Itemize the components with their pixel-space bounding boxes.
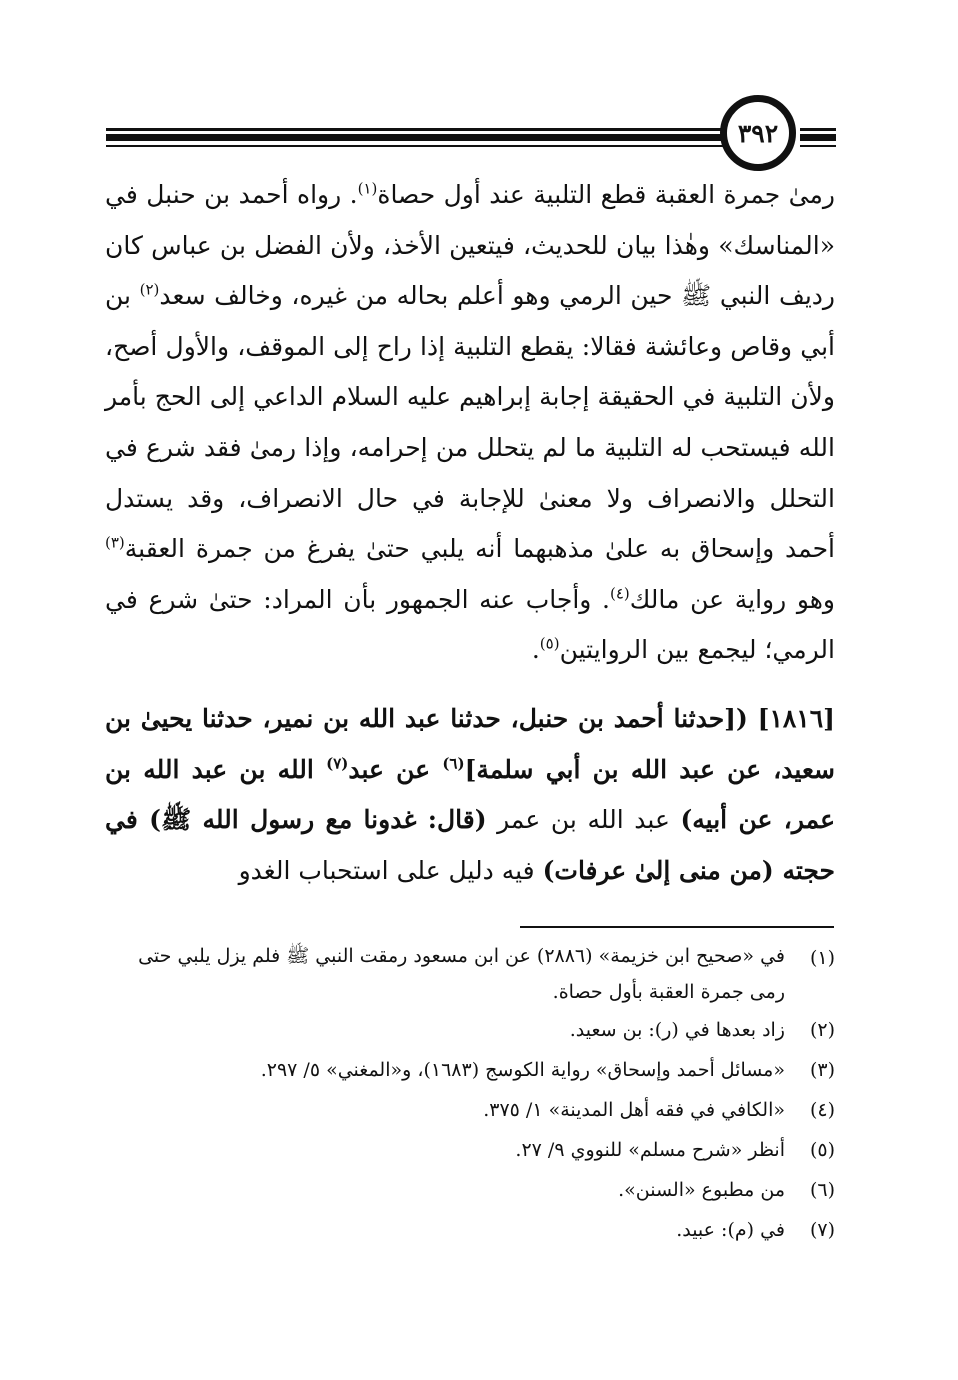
footnote-text: زاد بعدها في (ر): بن سعيد.: [569, 1019, 785, 1041]
footnote-number: (٥): [809, 1139, 835, 1161]
commentary-paragraph: [105, 170, 835, 676]
footnote-text: في (م): عبيد.: [676, 1219, 785, 1241]
hadith-chain: عن عبد: [348, 754, 443, 784]
footnote-text: أنظر «شرح مسلم» للنووي ٩/ ٢٧.: [515, 1139, 785, 1161]
text-run: رمىٰ جمرة العقبة قطع التلبية عند أول حصاة: [377, 180, 835, 209]
header-rule: [106, 134, 724, 141]
page-number: ٣٩٢: [720, 95, 796, 171]
footnote-number: (٣): [809, 1059, 835, 1081]
footnote-item: [105, 1210, 835, 1250]
footnote-number: (٢): [809, 1019, 835, 1041]
footnote-item: [105, 1170, 835, 1210]
footnote-item: [105, 1090, 835, 1130]
header-rule: [106, 145, 724, 147]
footnote-ref[interactable]: (٧): [326, 754, 349, 773]
footnote-text: من مطبوع «السنن».: [618, 1179, 785, 1201]
footnote-number: (١): [809, 947, 835, 969]
footnote-ref[interactable]: (٥): [539, 635, 560, 654]
header-rule: [800, 134, 836, 141]
hadith-chain: [١٨١٦] ([حدثنا أحمد بن حنبل، حدثنا عبد الله بن نمير، حدثنا يحيىٰ بن سعيد، عن عبد الله بن أبي سلمة]: [105, 703, 835, 784]
text-run: بن أبي وقاص وعائشة فقالا: يقطع التلبية إذا راح إلى الموقف، والأول أصح، ولأن التلبية في الحقيقة إجابة إبراهيم عليه السلام الداعي إلى الحج بأمر الله فيستحب له التلبية ما لم يتحلل من إحرامه، وإذا رمىٰ فقد شرع في التحلل والانصراف ولا معنىٰ للإجابة في حال الانصراف، وقد يستدل أحمد وإسحاق به علىٰ مذهبهما أنه يلبي حتىٰ يفرغ من جمرة العقبة: [105, 281, 835, 564]
text-run: . وأجاب عنه الجمهور بأن المراد: حتىٰ شرع في الرمي؛ ليجمع بين الروايتين: [105, 584, 835, 665]
footnote-ref[interactable]: (٢): [139, 280, 160, 299]
footnote-item: [105, 1130, 835, 1170]
footnote-ref[interactable]: (١): [357, 179, 378, 198]
hadith-paragraph: [105, 694, 835, 896]
main-text: [105, 170, 835, 896]
footnote-text: «الكافي في فقه أهل المدينة» ١/ ٣٧٥.: [483, 1099, 785, 1121]
text-run: . رواه أحمد بن حنبل في «المناسك» وهٰذا بيان للحديث، فيتعين الأخذ، ولأن الفضل بن عباس كان رديف النبي ﷺ حين الرمي وهو أعلم بحاله من غيره، وخالف سعد: [105, 180, 835, 311]
text-run: فيه دليل على استحباب الغدو: [238, 855, 543, 885]
header-rule: [106, 128, 724, 131]
footnote-ref[interactable]: (٦): [442, 754, 465, 773]
page-header: [0, 0, 958, 170]
footnote-separator: [520, 926, 834, 928]
header-rule: [800, 128, 836, 131]
footnote-text: «مسائل أحمد وإسحاق» رواية الكوسج (١٦٨٣)، و«المغني» ٥/ ٢٩٧.: [260, 1059, 785, 1081]
hadith-text: (قال: غدونا مع رسول الله ﷺ) في حجته (من منى إلىٰ عرفات): [105, 805, 835, 885]
footnote-item: [105, 1010, 835, 1050]
footnotes-list: [105, 938, 835, 1250]
footnote-item: [105, 938, 835, 1010]
text-run: عبد الله بن عمر: [486, 805, 681, 835]
footnote-item: [105, 1050, 835, 1090]
footnote-ref[interactable]: (٤): [609, 584, 630, 603]
hadith-chain: الله بن عبد الله بن عمر، عن أبيه): [105, 754, 835, 835]
text-run: .: [531, 635, 540, 665]
footnote-ref[interactable]: (٣): [105, 533, 125, 552]
footnote-number: (٦): [809, 1179, 835, 1201]
footnote-text: في «صحيح ابن خزيمة» (٢٨٨٦) عن ابن مسعود رمقت النبي ﷺ فلم يزل يلبي حتى رمى جمرة العقبة بأول حصاة.: [138, 945, 785, 1003]
footnote-number: (٤): [809, 1099, 835, 1121]
footnote-number: (٧): [809, 1219, 835, 1241]
header-rule: [800, 145, 836, 147]
text-run: وهو رواية عن مالك: [629, 584, 835, 614]
